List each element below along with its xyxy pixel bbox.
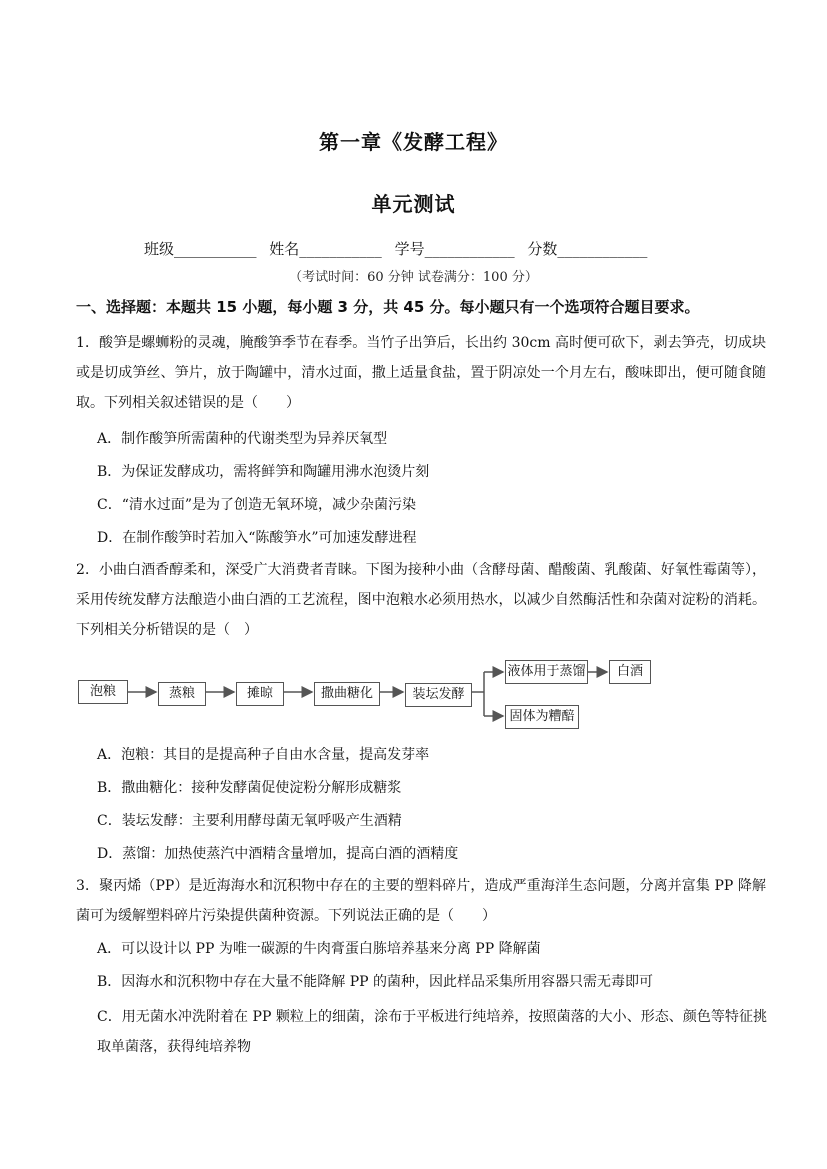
class-field: 班级___________ xyxy=(144,240,257,258)
question-2-option-c: C．装坛发酵：主要利用酵母菌无氧呼吸产生酒精 xyxy=(97,813,402,829)
exam-time-note: （考试时间：60 分钟 试卷满分：100 分） xyxy=(289,270,538,285)
question-2-stem: 2．小曲白酒香醇柔和，深受广大消费者青睐。下图为接种小曲（含酵母菌、醋酸菌、乳酸菌、好氧性霉菌等），采用传统发酵方法酿造小曲白酒的工艺流程，图中泡粮水必须用热水，以减少自然酶活性和杂菌对淀粉的消耗。下列相关分析错误的是（ ） xyxy=(76,562,766,638)
flow-product-liquor: 白酒 xyxy=(609,660,651,684)
question-3-option-c: C．用无菌水冲洗附着在 PP 颗粒上的细菌，涂布于平板进行纯培养，按照菌落的大小、形态、颜色等特征挑取单菌落，获得纯培养物 xyxy=(97,1009,767,1055)
flow-branch-solid: 固体为糟醅 xyxy=(505,705,579,729)
page-subtitle: 单元测试 xyxy=(371,192,456,216)
question-1-option-b: B．为保证发酵成功，需将鲜笋和陶罐用沸水泡烫片刻 xyxy=(97,464,430,480)
question-1-option-c: C．“清水过面”是为了创造无氧环境，减少杂菌污染 xyxy=(97,497,417,513)
flow-step-saccharify: 撒曲糖化 xyxy=(314,682,380,706)
question-3-option-b: B．因海水和沉积物中存在大量不能降解 PP 的菌种，因此样品采集所用容器只需无毒即可 xyxy=(97,974,654,990)
question-1-option-d: D．在制作酸笋时若加入“陈酸笋水”可加速发酵进程 xyxy=(97,530,417,546)
question-2-option-b: B．撒曲糖化：接种发酵菌促使淀粉分解形成糖浆 xyxy=(97,780,402,796)
question-2-option-d: D．蒸馏：加热使蒸汽中酒精含量增加，提高白酒的酒精度 xyxy=(97,846,459,862)
question-2-option-a: A．泡粮：其目的是提高种子自由水含量，提高发芽率 xyxy=(97,747,430,763)
question-1-option-a: A．制作酸笋所需菌种的代谢类型为异养厌氧型 xyxy=(97,431,388,447)
flow-step-soak: 泡粮 xyxy=(78,680,128,704)
flow-branch-liquid: 液体用于蒸馏 xyxy=(505,660,588,684)
question-3-option-a: A．可以设计以 PP 为唯一碳源的牛肉膏蛋白胨培养基来分离 PP 降解菌 xyxy=(97,941,541,957)
question-1-stem: 1．酸笋是螺蛳粉的灵魂，腌酸笋季节在春季。当竹子出笋后，长出约 30cm 高时便可砍下，剥去笋壳，切成块或是切成笋丝、笋片，放于陶罐中，清水过面，撒上适量食盐，置于阴凉处一个月左右，酸味即出，便可随食随取。下列相关叙述错误的是（ ） xyxy=(76,335,766,411)
flow-step-steam: 蒸粮 xyxy=(158,682,206,706)
question-3-stem: 3．聚丙烯（PP）是近海海水和沉积物中存在的主要的塑料碎片，造成严重海洋生态问题，分离并富集 PP 降解菌可为缓解塑料碎片污染提供菌种资源。下列说法正确的是（ ） xyxy=(76,878,766,924)
flow-step-cool: 摊晾 xyxy=(236,682,284,706)
flow-step-ferment: 装坛发酵 xyxy=(405,683,472,707)
page-title: 第一章《发酵工程》 xyxy=(319,130,508,154)
section-header: 一、选择题：本题共 15 小题，每小题 3 分，共 45 分。每小题只有一个选项符合题目要求。 xyxy=(76,298,700,316)
score-field: 分数____________ xyxy=(527,240,648,258)
student-number-field: 学号____________ xyxy=(394,240,515,258)
name-field: 姓名___________ xyxy=(269,240,382,258)
